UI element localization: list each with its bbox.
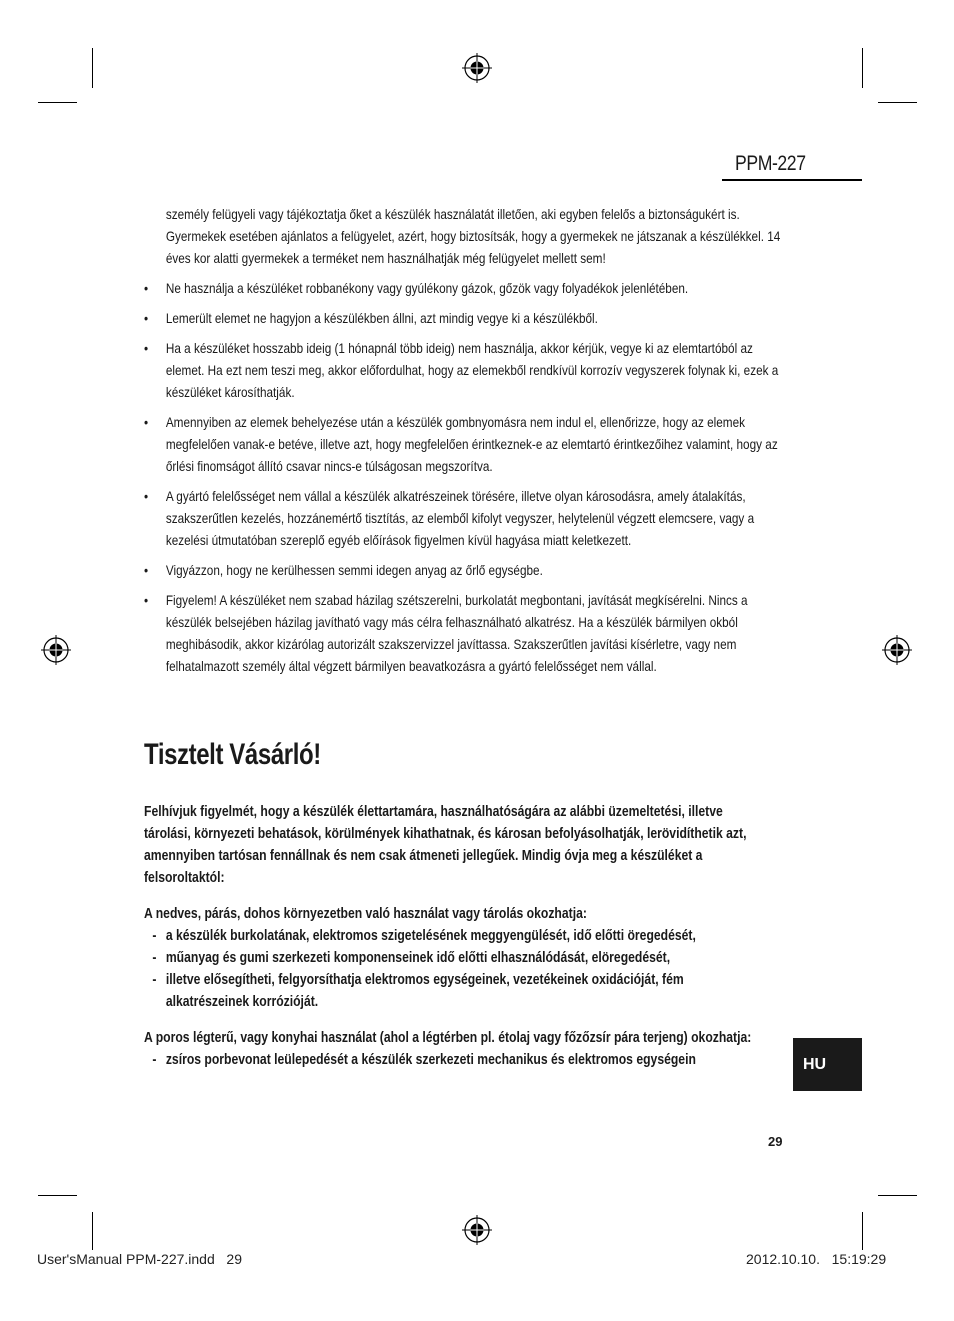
safety-bullet xyxy=(144,485,782,551)
safety-bullet xyxy=(144,559,782,581)
bullet-mark: • xyxy=(144,280,149,296)
safety-bullet xyxy=(144,411,782,477)
bullet-mark: • xyxy=(144,414,149,430)
safety-bullet xyxy=(144,307,782,329)
dash-item xyxy=(144,969,757,1013)
dash-item xyxy=(144,947,757,969)
crop-mark xyxy=(38,102,77,103)
safety-bullet xyxy=(144,337,782,403)
slug-datetime: 2012.10.10. 15:19:29 xyxy=(746,1251,887,1267)
dash-item xyxy=(144,1049,757,1071)
language-tab: HU xyxy=(793,1038,862,1091)
safety-bullet-text: Figyelem! A készüléket nem szabad házilag szétszerelni, burkolatát megbontani, javítását megkísérelni. Nincs a készülék belsejében házilag javítható vagy más célra felhasználható alkatrész. Ha a készülék bármilyen okból meghibásodik, akkor kizárólag autorizált szakszervizzel javíttassa. Szakszerűtlen javítási kísérletre, vagy nem felhatalmazott személy által végzett bármilyen beavatkozásra a gyártó felelősséget nem vállal. xyxy=(165,592,748,674)
crop-mark xyxy=(878,102,917,103)
dusty-block xyxy=(144,1027,757,1071)
safety-bullet-text: Ne használja a készüléket robbanékony vagy gyúlékony gázok, gőzök vagy folyadékok jelenlétében. xyxy=(165,280,689,296)
slug-filename: User'sManual PPM-227.indd 29 xyxy=(37,1251,242,1267)
bullet-mark: • xyxy=(144,340,149,356)
dash-mark: - xyxy=(152,1052,157,1068)
bullet-mark: • xyxy=(144,488,149,504)
safety-bullet xyxy=(144,589,782,677)
header-rule xyxy=(722,179,862,181)
dash-item-text: zsíros porbevonat leülepedését a készülék szerkezeti mechanikus és elektromos egységein xyxy=(165,1052,696,1068)
safety-bullet-text: A gyártó felelősséget nem vállal a készülék alkatrészeinek törésére, illetve olyan károsodásra, amely átalakítás, szakszerűtlen kezelés, hozzánemértő tisztítás, az elemből kifolyt vegyszer, helytelenül végzett elemcsere, vagy a kezelési útmutatóban szereplő egyéb előírások figyelmen kívül hagyása miatt keletkezett. xyxy=(165,488,755,548)
crop-mark xyxy=(92,48,93,88)
registration-mark-icon xyxy=(462,1215,492,1245)
dash-mark: - xyxy=(152,928,157,944)
dash-mark: - xyxy=(152,972,157,988)
registration-mark-icon xyxy=(462,53,492,83)
intro-paragraph: Felhívjuk figyelmét, hogy a készülék élettartamára, használhatóságára az alábbi üzemeltetési, illetve tárolási, környezeti behatások, körülmények kihathatnak, és károsan befolyásolhatják, lerövidíthetik azt, amennyiben tartósan fennállnak és nem csak átmeneti jellegűek. Mindig óvja meg a készüléket a felsoroltaktól: xyxy=(144,804,747,886)
safety-bullet-text: Lemerült elemet ne hagyjon a készülékben állni, azt mindig vegye ki a készülékből. xyxy=(165,310,598,326)
bullet-mark: • xyxy=(144,310,149,326)
humid-lead: A nedves, párás, dohos környezetben való használat vagy tárolás okozhatja: xyxy=(144,906,587,922)
crop-mark xyxy=(878,1195,917,1196)
care-notice xyxy=(144,801,757,1071)
section-heading: Tisztelt Vásárló! xyxy=(144,738,321,771)
crop-mark xyxy=(38,1195,77,1196)
dash-item xyxy=(144,925,757,947)
dash-item-text: illetve elősegítheti, felgyorsíthatja elektromos egységeinek, vezetékeinek oxidációját, fém alkatrészeinek korrózióját. xyxy=(165,972,684,1010)
dusty-lead: A poros légterű, vagy konyhai használat (ahol a légtérben pl. étolaj vagy főzőzsír pára terjeng) okozhatja: xyxy=(144,1030,752,1046)
bullet-mark: • xyxy=(144,562,149,578)
safety-bullet-text: Vigyázzon, hogy ne kerülhessen semmi idegen anyag az őrlő egységbe. xyxy=(165,562,543,578)
safety-list xyxy=(144,203,782,685)
safety-continuation: személy felügyeli vagy tájékoztatja őket a készülék használatát illetően, aki egyben felelős a biztonságukért is. Gyermekek esetében ajánlatos a felügyelet, azért, hogy biztosítsák, hogy a gyermekek ne játszanak a készülékkel. 14 éves kor alatti gyermekek a terméket nem használhatják még felügyelet mellett sem! xyxy=(165,206,781,266)
crop-mark xyxy=(862,1212,863,1250)
crop-mark xyxy=(92,1212,93,1250)
registration-mark-icon xyxy=(882,635,912,665)
safety-bullet-text: Amennyiben az elemek behelyezése után a készülék gombnyomásra nem indul el, ellenőrizze, hogy az elemek megfelelően vanak-e betéve, illetve azt, hogy megfelelően érintkeznek-e az elemtartó érintkezőihez valamint, hogy az őrlési finomságot állító csavar nincs-e túlságosan megszorítva. xyxy=(165,414,778,474)
dash-mark: - xyxy=(152,950,157,966)
dash-item-text: műanyag és gumi szerkezeti komponenseinek idő előtti elhasználódását, elöregedését, xyxy=(165,950,671,966)
page-number: 29 xyxy=(768,1134,783,1149)
model-name: PPM-227 xyxy=(735,152,806,175)
crop-mark xyxy=(862,48,863,88)
safety-bullet xyxy=(144,277,782,299)
humid-block xyxy=(144,903,757,1013)
safety-bullet-text: Ha a készüléket hosszabb ideig (1 hónapnál több ideig) nem használja, akkor kérjük, vegye ki az elemtartóból az elemet. Ha ezt nem teszi meg, akkor előfordulhat, hogy az elemekből rendkívül korrozív vegyszerek folynak ki, ezek a készüléket károsíthatják. xyxy=(165,340,779,400)
bullet-mark: • xyxy=(144,592,149,608)
dash-item-text: a készülék burkolatának, elektromos szigetelésének meggyengülését, idő előtti öregedését, xyxy=(165,928,696,944)
registration-mark-icon xyxy=(41,635,71,665)
